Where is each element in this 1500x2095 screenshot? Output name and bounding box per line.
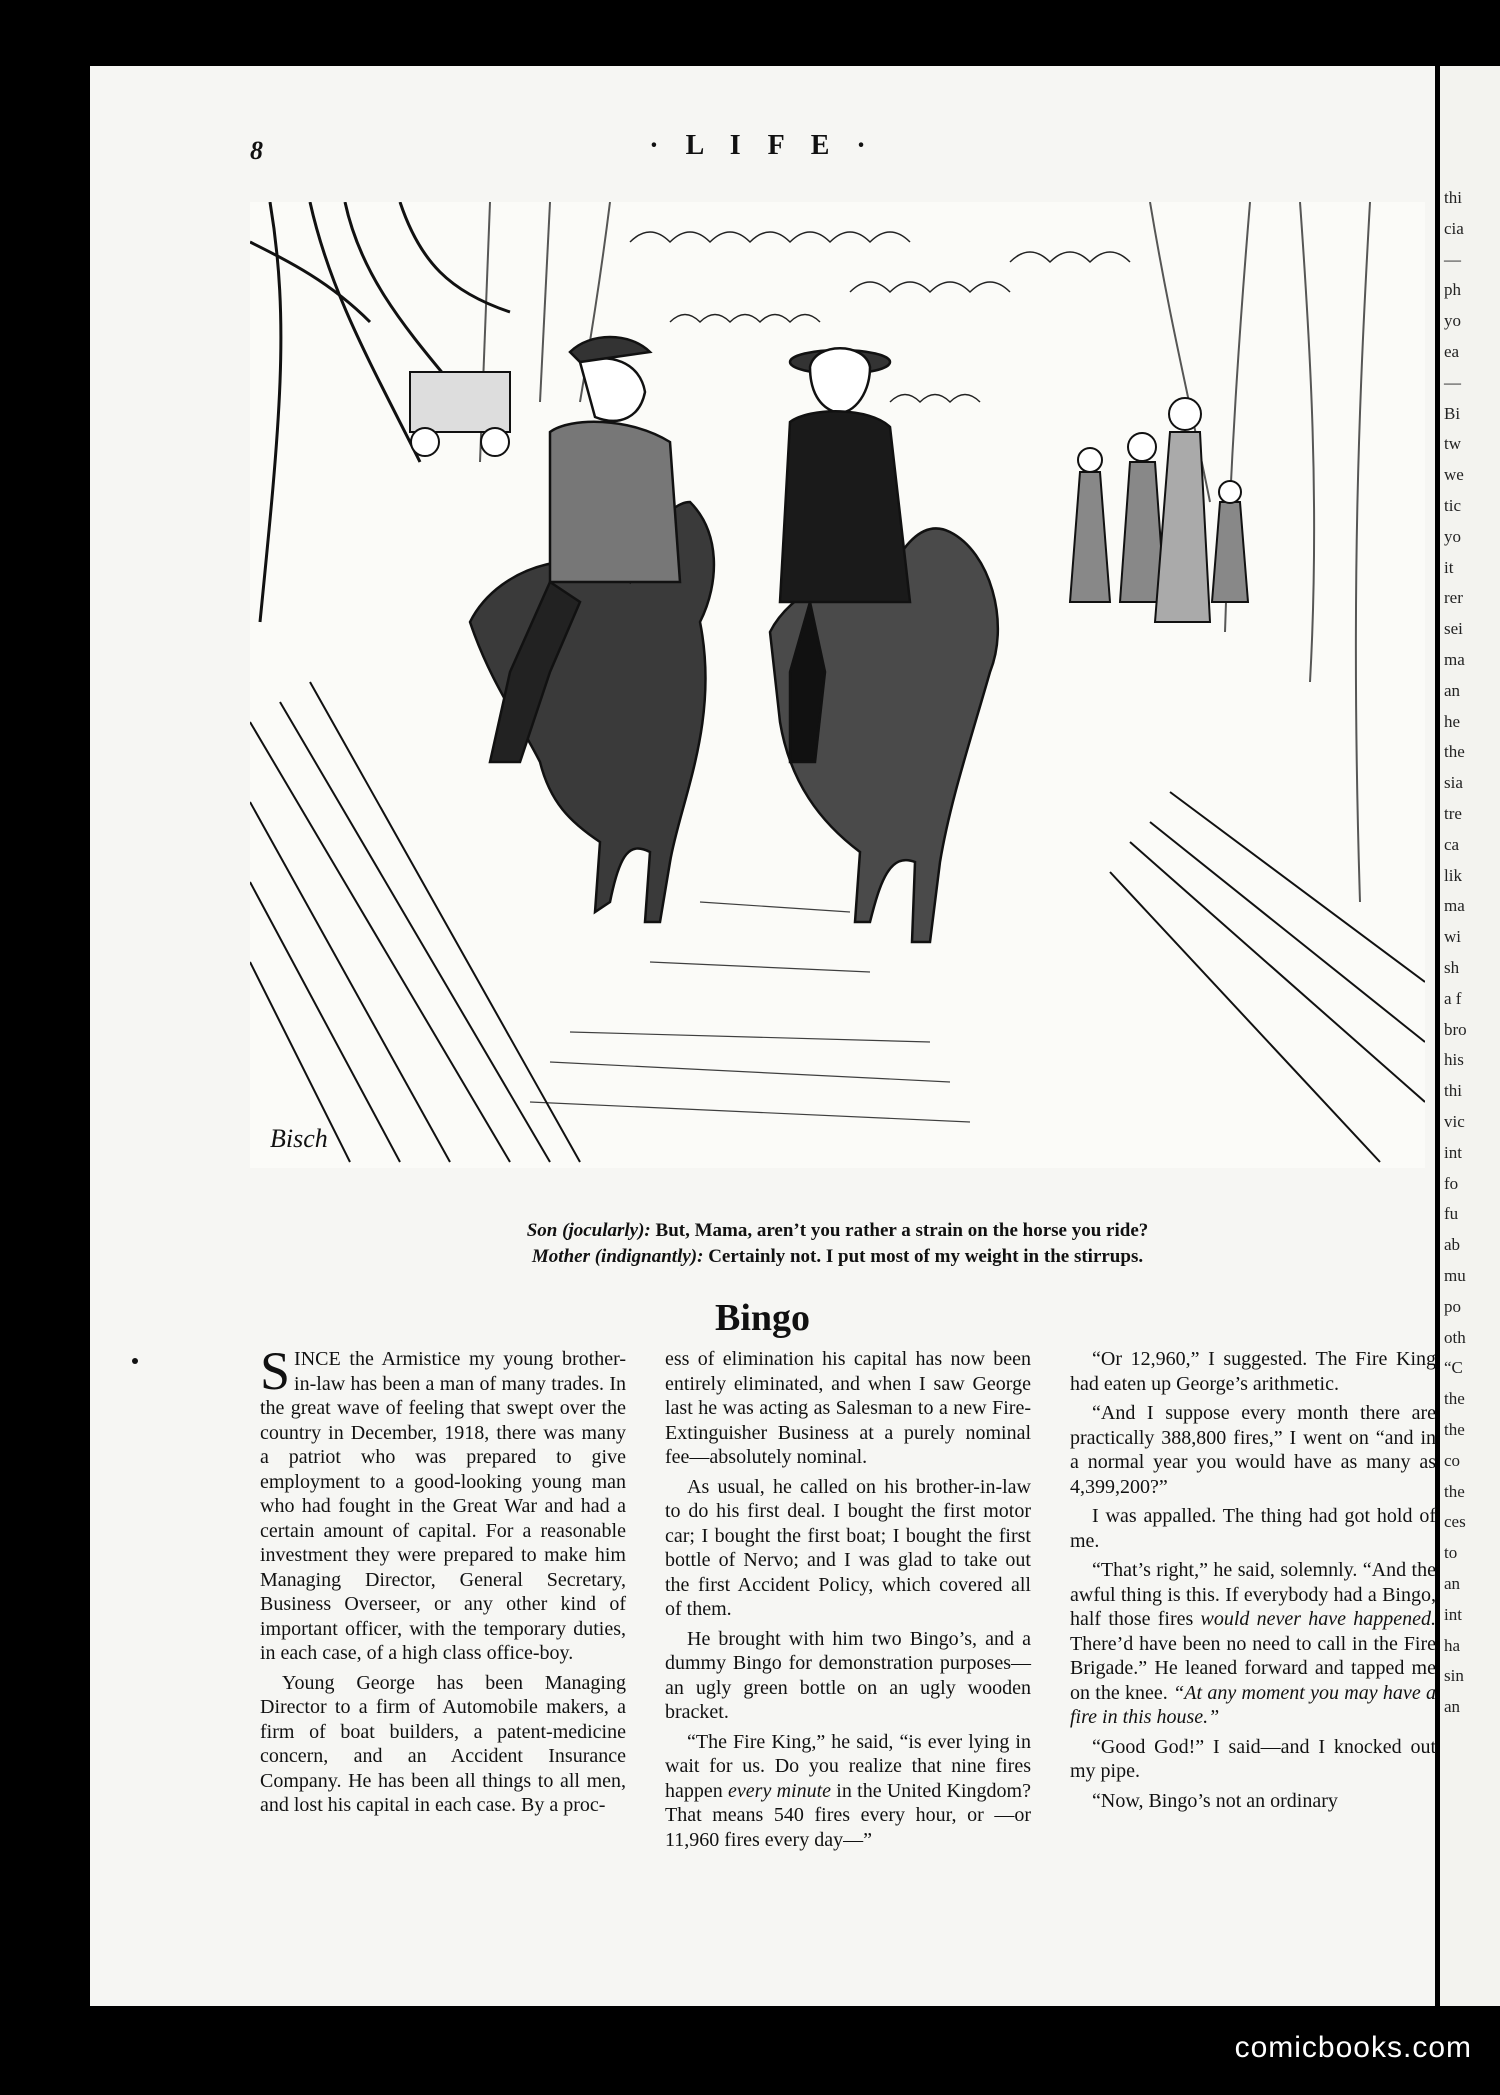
caption-speaker-son: Son (jocularly): (526, 1220, 651, 1241)
caption-speaker-mother: Mother (indignantly): (531, 1246, 704, 1267)
adjacent-page-fragment: we (1444, 465, 1464, 485)
adjacent-page-fragment: a f (1444, 988, 1462, 1008)
adjacent-page-fragment: ha (1444, 1635, 1461, 1655)
caption-text-mother: Certainly not. I put most of my weight in the stirrups. (708, 1246, 1144, 1267)
caption-line-1 (250, 1218, 1425, 1244)
adjacent-page-fragment: ea (1444, 342, 1460, 361)
adjacent-page-fragment: tw (1444, 434, 1461, 454)
adjacent-page-fragment: ab (1444, 1235, 1461, 1255)
caption-line-2 (250, 1244, 1425, 1270)
adjacent-page-edge (1440, 66, 1500, 2006)
adjacent-page-fragment: ces (1444, 1512, 1466, 1532)
adjacent-page-fragment: his (1444, 1050, 1464, 1070)
adjacent-page-fragment: sh (1444, 958, 1460, 977)
riders-on-horseback-illustration (250, 202, 1425, 1168)
drop-cap: S (260, 1341, 291, 1401)
adjacent-page-fragment: wi (1444, 927, 1461, 947)
ink-speck (132, 1358, 138, 1364)
adjacent-page-fragment: — (1444, 372, 1461, 392)
paragraph: He brought with him two Bingo’s, and a dummy Bingo for demonstration purposes—an ugly green bottle on an ugly wooden bracket. (665, 1627, 1031, 1723)
paragraph: ess of elimination his capital has now been entirely eliminated, and when I saw George last he was acting as Salesman to a new Fire-Extinguisher Business at a purely nominal fee—absolutely nominal. (665, 1348, 1031, 1468)
adjacent-page-fragment: an (1444, 1697, 1461, 1717)
adjacent-page-fragment: rer (1444, 588, 1463, 608)
artist-signature: Bisch (270, 1124, 328, 1153)
adjacent-page-fragment: the (1444, 1389, 1465, 1409)
adjacent-page-fragment: lik (1444, 865, 1462, 885)
adjacent-page-fragment: int (1444, 1142, 1462, 1162)
adjacent-page-fragment: ma (1444, 650, 1465, 669)
page-number: 8 (250, 136, 263, 165)
paragraph: As usual, he called on his brother-in-law to do his first deal. I bought the first motor car; I bought the first boat; I bought the first bottle of Nervo; and I was glad to take out the first Accident Policy, which covered all of them. (665, 1475, 1031, 1620)
paragraph: “That’s right,” he said, solemnly. “And the awful thing is this. If everybody had a Bingo, half those fires would never have happened. There’d have been no need to call in the Fire Brigade.” He leaned forward and tapped me on the knee. “At any moment you may have a fire in this house.” (1070, 1559, 1436, 1728)
adjacent-page-fragment: the (1444, 1420, 1465, 1439)
adjacent-page-fragment: an (1444, 1574, 1461, 1593)
adjacent-page-fragment: thi (1444, 1081, 1462, 1101)
paragraph: “And I suppose every month there are practically 388,800 fires,” I went on “and in a normal year you would have as many as 4,399,200?” (1070, 1402, 1436, 1498)
article-title: Bingo (714, 1297, 811, 1339)
adjacent-page-fragment: it (1444, 557, 1454, 577)
adjacent-page-fragment: the (1444, 1481, 1465, 1501)
paragraph: “Now, Bingo’s not an ordinary (1092, 1789, 1338, 1812)
adjacent-page-fragment: he (1444, 711, 1461, 731)
paragraph: SINCE the Armistice my young brother-in-law has been a man of many trades. In the great wave of feeling that swept over the country in December, 1918, there was many a patriot who was prepared to give employment to a good-looking young man who had fought in the Great War and had a certain amount of capital. For a reasonable investment they were prepared to make him Managing Director, General Secretary, Business Overseer, or any other kind of important officer, with the temporary duties, in each case, of a high class office-boy. (260, 1341, 626, 1664)
paragraph: “The Fire King,” he said, “is ever lying in wait for us. Do you realize that nine fires happen every minute in the United Kingdom? That means 540 fires every hour, or —or 11,960 fires every day—” (665, 1730, 1031, 1851)
adjacent-page-fragment: mu (1444, 1266, 1466, 1285)
adjacent-page-fragment: Bi (1444, 403, 1461, 423)
article-column-2 (665, 1347, 1031, 1857)
adjacent-page-fragment: cia (1444, 218, 1464, 238)
adjacent-page-fragment: ca (1444, 834, 1460, 854)
adjacent-page-fragment: sei (1444, 619, 1463, 639)
article-column-3 (1070, 1347, 1436, 1818)
adjacent-page-fragment: po (1444, 1296, 1461, 1316)
adjacent-page-fragment: oth (1444, 1327, 1466, 1347)
adjacent-page-fragment: tre (1444, 804, 1462, 823)
cartoon-caption (250, 1218, 1425, 1270)
adjacent-page-fragment: sia (1444, 773, 1463, 793)
adjacent-page-fragment: int (1444, 1604, 1462, 1624)
paragraph: I was appalled. The thing had got hold of me. (1070, 1505, 1436, 1552)
adjacent-page-fragment: an (1444, 680, 1461, 700)
adjacent-page-fragment: “C (1444, 1358, 1463, 1378)
adjacent-page-fragment: sin (1444, 1666, 1464, 1686)
watermark: comicbooks.com (1234, 2031, 1472, 2064)
article-column-1 (260, 1341, 626, 1823)
masthead: · L I F E · (649, 130, 876, 161)
adjacent-page-fragment: bro (1444, 1019, 1467, 1039)
paragraph: Young George has been Managing Director to a firm of Automobile makers, a firm of boat builders, a patent-medicine concern, and an Accident Insurance Company. He has been all things to all men, and lost his capital in each case. By a proc- (260, 1671, 626, 1816)
adjacent-page-fragment: to (1444, 1543, 1458, 1563)
adjacent-page-fragment: ma (1444, 896, 1465, 916)
paragraph: “Or 12,960,” I suggested. The Fire King had eaten up George’s arithmetic. (1070, 1348, 1436, 1395)
adjacent-page-fragment: thi (1444, 188, 1462, 207)
adjacent-page-fragment: fo (1444, 1173, 1459, 1193)
magazine-page (90, 66, 1435, 2006)
adjacent-page-fragment: co (1444, 1450, 1461, 1470)
adjacent-page-fragment: vic (1444, 1112, 1465, 1131)
adjacent-page-fragment: the (1444, 742, 1465, 762)
adjacent-page-fragment: tic (1444, 496, 1461, 515)
adjacent-page-fragment: ph (1444, 280, 1461, 300)
paragraph: “Good God!” I said—and I knocked out my pipe. (1070, 1735, 1436, 1782)
adjacent-page-fragment: — (1444, 249, 1461, 269)
caption-text-son: But, Mama, aren’t you rather a strain on the horse you ride? (655, 1220, 1149, 1241)
adjacent-page-fragment: yo (1444, 526, 1461, 546)
adjacent-page-fragment: fu (1444, 1204, 1459, 1224)
adjacent-page-fragment: yo (1444, 311, 1461, 331)
